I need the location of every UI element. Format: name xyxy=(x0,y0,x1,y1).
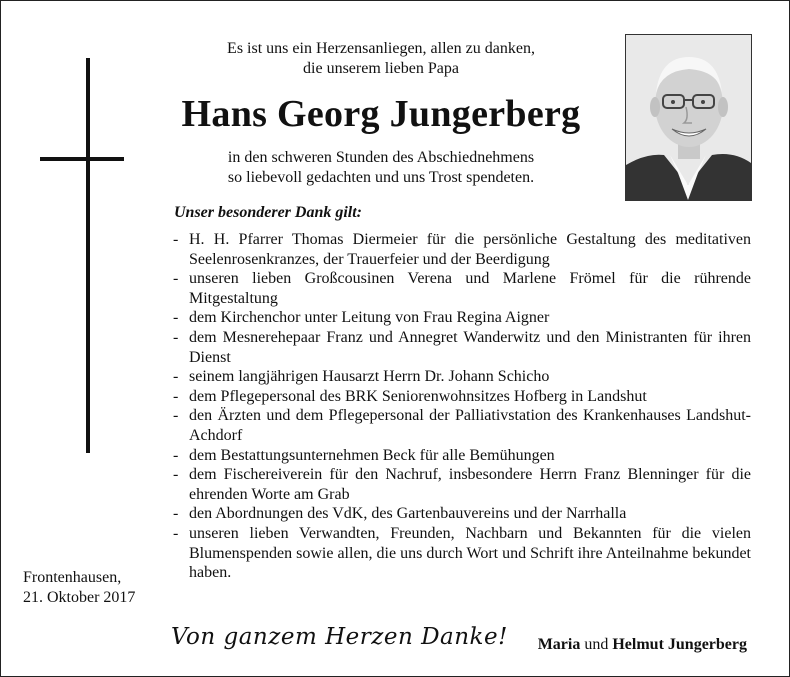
list-item: - H. H. Pfarrer Thomas Diermeier für die persönliche Gestaltung des meditativen Seelenrosenkranzes, der Trauerfeier und der Beerdigung xyxy=(171,230,751,269)
portrait-illustration xyxy=(626,35,751,200)
list-item: - seinem langjährigen Hausarzt Herrn Dr. Johann Schicho xyxy=(171,367,751,387)
place-city: Frontenhausen, xyxy=(23,569,122,586)
intro-line-2: die unserem lieben Papa xyxy=(303,60,459,77)
intro-line-1: Es ist uns ein Herzensanliegen, allen zu danken, xyxy=(227,40,535,57)
portrait-photo xyxy=(625,34,752,201)
intro-line-4: so liebevoll gedachten und uns Trost spendeten. xyxy=(227,169,535,186)
signer-and: und xyxy=(584,636,609,653)
list-item: - dem Kirchenchor unter Leitung von Frau Regina Aigner xyxy=(171,308,751,328)
place-date: 21. Oktober 2017 xyxy=(23,589,136,606)
cross-icon-horizontal-bar xyxy=(40,157,124,161)
cross-icon-vertical-bar xyxy=(86,58,90,453)
list-item: - dem Fischereiverein für den Nachruf, insbesondere Herrn Franz Blenninger für die ehrenden Worte am Grab xyxy=(171,465,751,504)
list-item: - den Ärzten und dem Pflegepersonal der Palliativstation des Krankenhauses Landshut-Achdorf xyxy=(171,406,751,445)
list-item: - unseren lieben Verwandten, Freunden, Nachbarn und Bekannten für die vielen Blumenspenden sowie allen, die uns durch Wort und Schrift ihre Anteilnahme bekundet haben. xyxy=(171,524,751,583)
deceased-name: Hans Georg Jungerberg xyxy=(181,93,581,135)
place-and-date xyxy=(23,568,135,608)
intro-top xyxy=(161,39,601,79)
list-item: - dem Mesnerehepaar Franz und Annegret Wanderwitz und den Ministranten für ihren Dienst xyxy=(171,328,751,367)
thanks-heading: Unser besonderer Dank gilt: xyxy=(174,204,363,221)
list-item: - unseren lieben Großcousinen Verena und Marlene Frömel für die rührende Mitgestaltung xyxy=(171,269,751,308)
signer-second: Helmut Jungerberg xyxy=(612,636,747,653)
signer-first: Maria xyxy=(537,636,581,653)
thanks-list xyxy=(171,230,751,583)
intro-line-3: in den schweren Stunden des Abschiednehmens xyxy=(227,149,535,166)
list-item: - dem Pflegepersonal des BRK Seniorenwohnsitzes Hofberg in Landshut xyxy=(171,387,751,407)
signers xyxy=(538,636,747,654)
list-item: - dem Bestattungsunternehmen Beck für alle Bemühungen xyxy=(171,446,751,466)
intro-bottom xyxy=(161,148,601,188)
signoff-text: Von ganzem Herzen Danke! xyxy=(171,624,508,650)
list-item: - den Abordnungen des VdK, des Gartenbauvereins und der Narrhalla xyxy=(171,504,751,524)
